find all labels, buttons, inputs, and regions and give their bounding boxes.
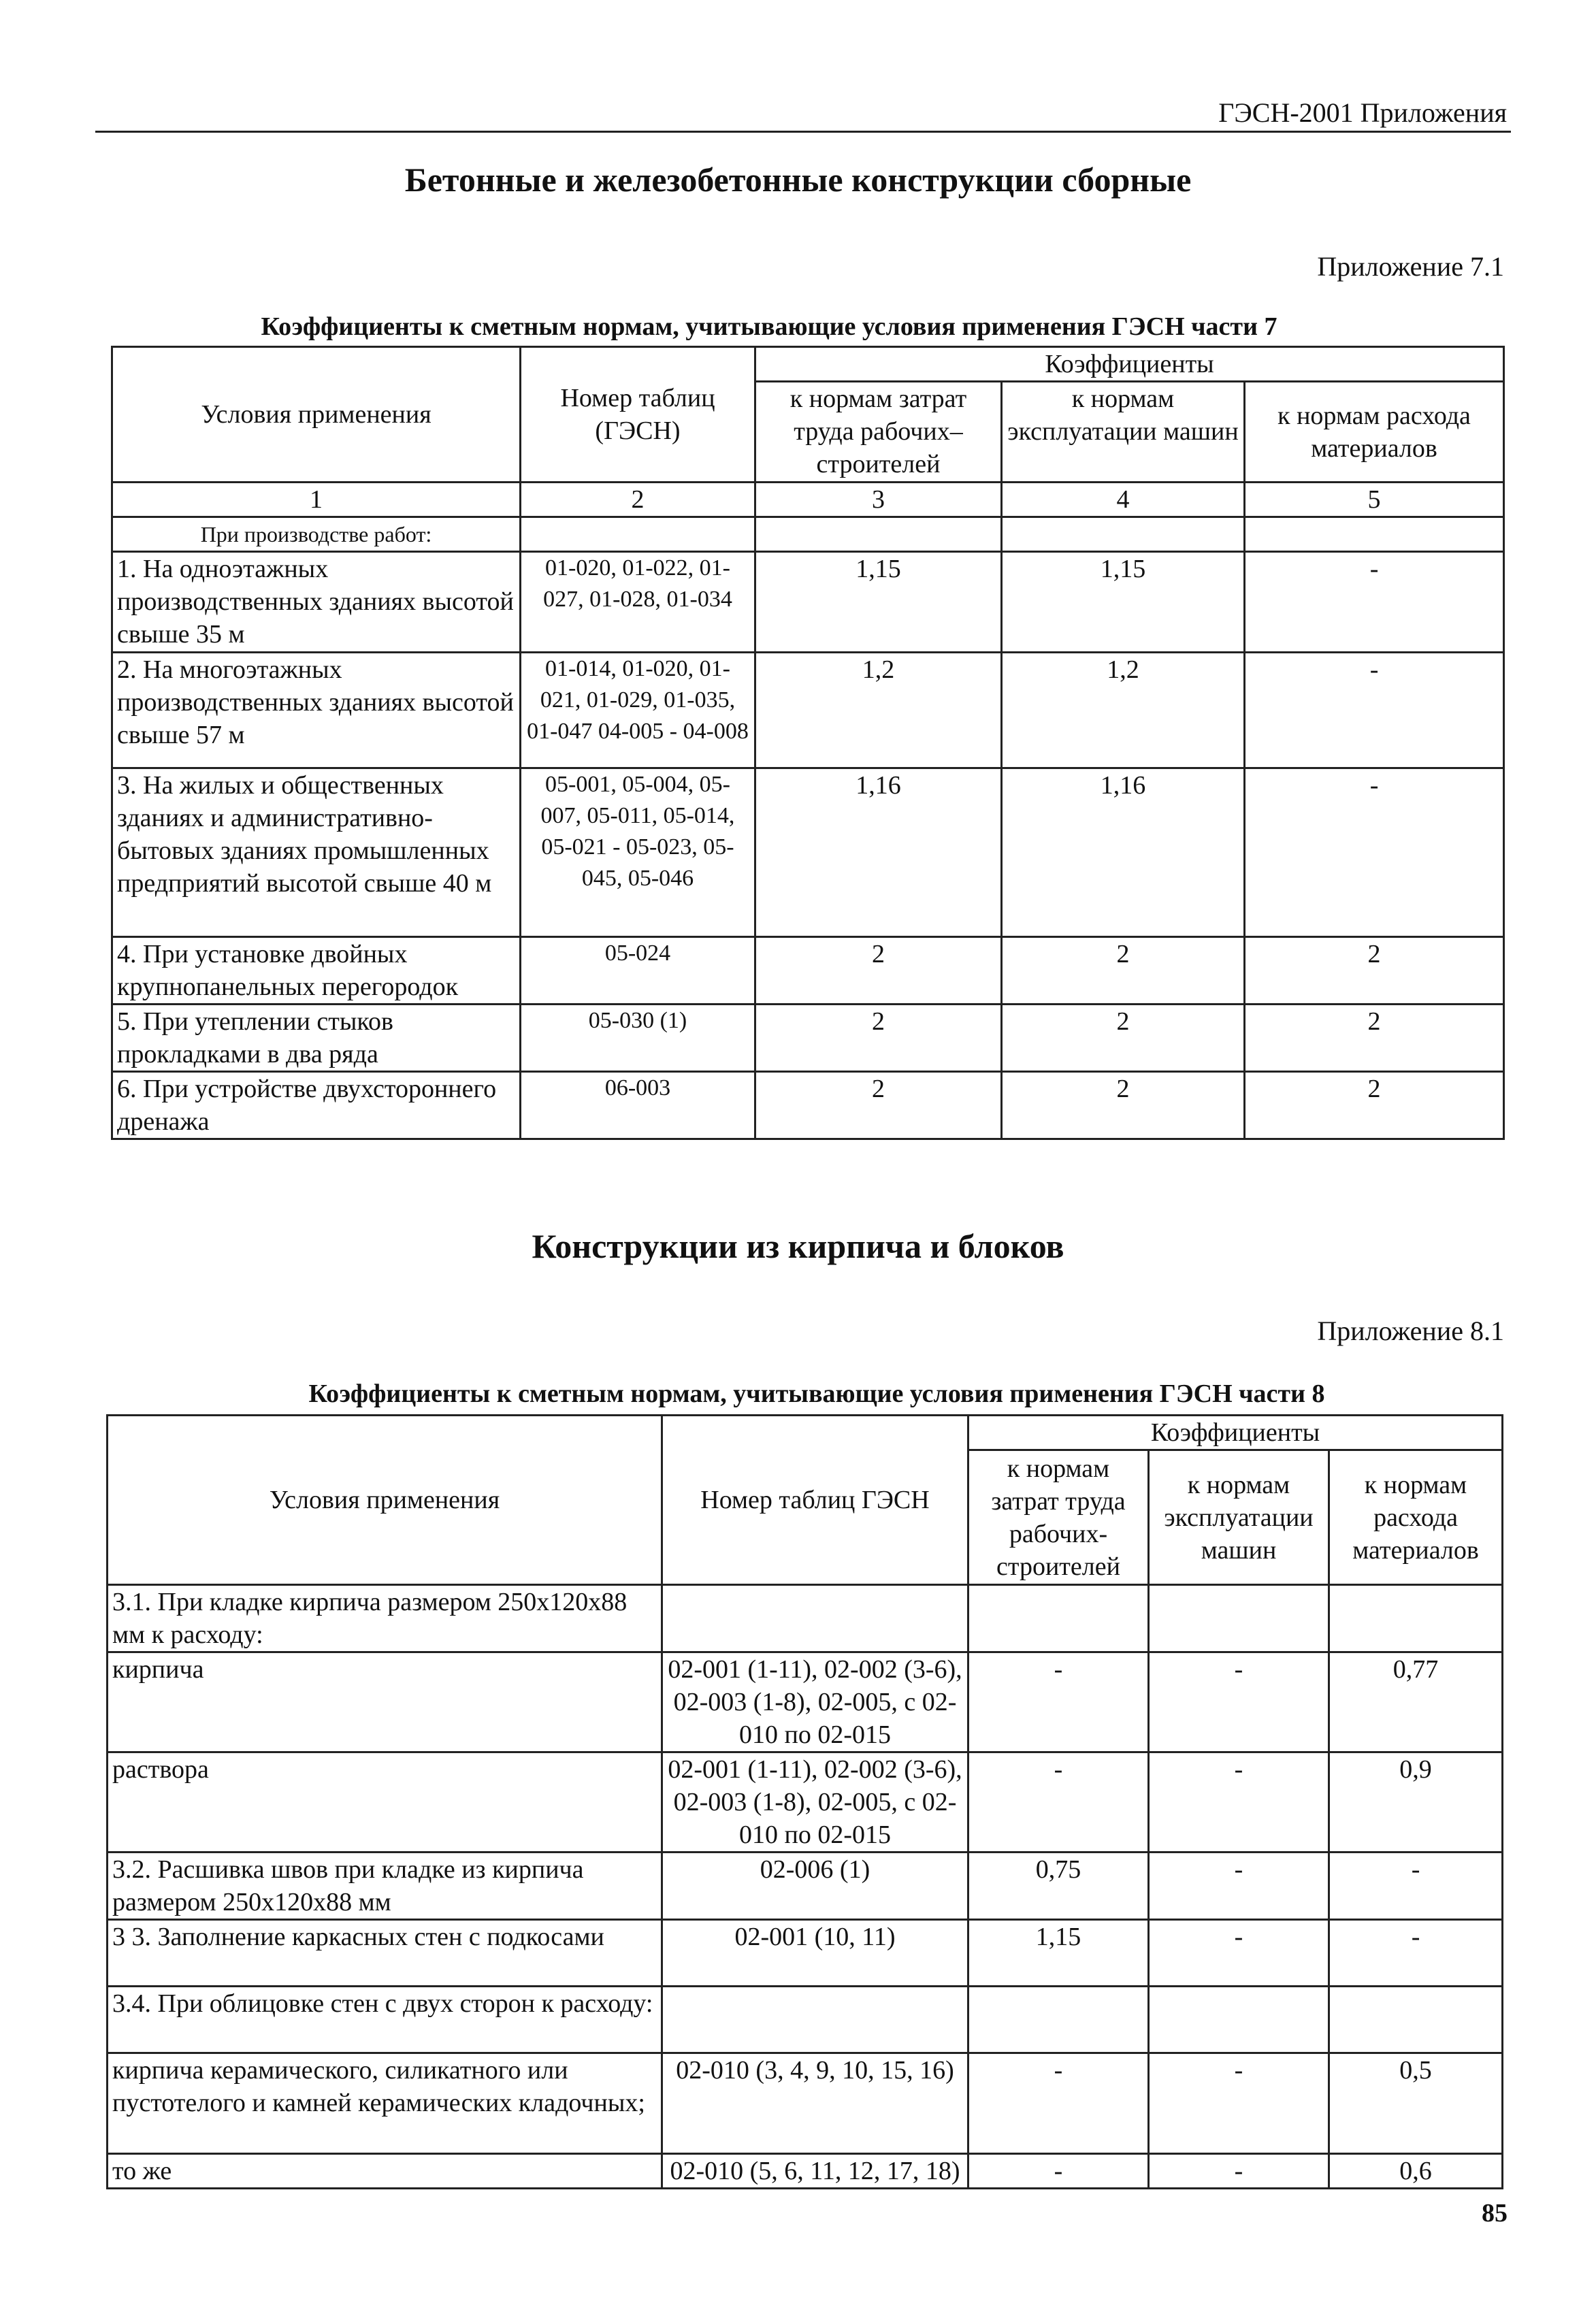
header-conditions: Условия применения (108, 1416, 662, 1585)
labor-cell: 2 (755, 1005, 1002, 1072)
table-row (112, 1005, 1504, 1072)
materials-cell: - (1245, 552, 1504, 653)
materials-cell: 2 (1245, 1072, 1504, 1139)
machines-cell: - (1149, 1853, 1329, 1920)
header-materials: к нормам расхода материалов (1245, 382, 1504, 483)
empty-cell (755, 517, 1002, 552)
table-row (108, 1987, 1503, 2053)
condition-cell: 5. При утеплении стыков прокладками в два ряда (112, 1005, 521, 1072)
labor-cell: 2 (755, 937, 1002, 1005)
table-row (112, 552, 1504, 653)
tables-cell: 02-001 (10, 11) (662, 1920, 968, 1987)
labor-cell: 1,15 (755, 552, 1002, 653)
tables-cell: 02-010 (3, 4, 9, 10, 15, 16) (662, 2053, 968, 2154)
table-row (108, 1853, 1503, 1920)
tables-cell: 02-001 (1-11), 02-002 (3-6), 02-003 (1-8), 02-005, с 02-010 по 02-015 (662, 1652, 968, 1752)
labor-cell: - (968, 1652, 1149, 1752)
header-coefficients: Коэффициенты (755, 347, 1504, 382)
machines-cell (1149, 1987, 1329, 2053)
condition-cell: 3.1. При кладке кирпича размером 250х120х88 мм к расходу: (108, 1585, 662, 1652)
condition-cell: 6. При устройстве двухстороннего дренажа (112, 1072, 521, 1139)
machines-cell: 2 (1002, 1072, 1245, 1139)
materials-cell: - (1245, 768, 1504, 937)
col-number: 4 (1002, 483, 1245, 517)
materials-cell: - (1329, 1920, 1503, 1987)
machines-cell: 2 (1002, 937, 1245, 1005)
machines-cell: - (1149, 1752, 1329, 1853)
labor-cell: 1,16 (755, 768, 1002, 937)
tables-cell: 06-003 (521, 1072, 755, 1139)
table-row (112, 937, 1504, 1005)
header-conditions: Условия применения (112, 347, 521, 483)
materials-cell: 0,6 (1329, 2154, 1503, 2189)
materials-cell (1329, 1987, 1503, 2053)
empty-cell (521, 517, 755, 552)
labor-cell (968, 1585, 1149, 1652)
table-row (108, 1920, 1503, 1987)
table-row (112, 1072, 1504, 1139)
table-row (112, 653, 1504, 768)
tables-cell: 01-014, 01-020, 01-021, 01-029, 01-035, 01-047 04-005 - 04-008 (521, 653, 755, 768)
col-number: 5 (1245, 483, 1504, 517)
condition-cell: 4. При установке двойных крупнопанельных перегородок (112, 937, 521, 1005)
labor-cell: 0,75 (968, 1853, 1149, 1920)
condition-cell: то же (108, 2154, 662, 2189)
condition-cell: 3.4. При облицовке стен с двух сторон к расходу: (108, 1987, 662, 2053)
materials-cell: 2 (1245, 937, 1504, 1005)
condition-cell: кирпича (108, 1652, 662, 1752)
empty-cell (1245, 517, 1504, 552)
machines-cell (1149, 1585, 1329, 1652)
condition-cell: кирпича керамического, силикатного или пустотелого и камней керамических кладочных; (108, 2053, 662, 2154)
machines-cell: - (1149, 1920, 1329, 1987)
materials-cell: - (1329, 1853, 1503, 1920)
labor-cell: 2 (755, 1072, 1002, 1139)
condition-cell: 2. На многоэтажных производственных зданиях высотой свыше 57 м (112, 653, 521, 768)
header-tables: Номер таблиц ГЭСН (662, 1416, 968, 1585)
machines-cell: - (1149, 2154, 1329, 2189)
tables-cell: 05-030 (1) (521, 1005, 755, 1072)
appendix-label-8: Приложение 8.1 (1317, 1316, 1504, 1346)
materials-cell: - (1245, 653, 1504, 768)
labor-cell (968, 1987, 1149, 2053)
tables-cell: 01-020, 01-022, 01-027, 01-028, 01-034 (521, 552, 755, 653)
header-tables: Номер таблиц (ГЭСН) (521, 347, 755, 483)
header-materials: к нормам расхода материалов (1329, 1450, 1503, 1585)
col-number: 1 (112, 483, 521, 517)
table-row (108, 2053, 1503, 2154)
coefficients-table-7 (111, 346, 1505, 1140)
running-header-text: ГЭСН-2001 Приложения (1218, 97, 1507, 128)
header-machines: к нормам эксплуатации машин (1149, 1450, 1329, 1585)
running-header (95, 95, 1511, 133)
materials-cell: 2 (1245, 1005, 1504, 1072)
condition-cell: 3 3. Заполнение каркасных стен с подкосами (108, 1920, 662, 1987)
labor-cell: - (968, 2154, 1149, 2189)
tables-cell: 05-001, 05-004, 05-007, 05-011, 05-014, 05-021 - 05-023, 05-045, 05-046 (521, 768, 755, 937)
table-caption-8: Коэффициенты к сметным нормам, учитывающие условия применения ГЭСН части 8 (308, 1380, 1325, 1408)
materials-cell: 0,5 (1329, 2053, 1503, 2154)
labor-cell: - (968, 1752, 1149, 1853)
header-labor: к нормам затрат труда рабочих–строителей (755, 382, 1002, 483)
tables-cell: 02-001 (1-11), 02-002 (3-6), 02-003 (1-8), 02-005, с 02-010 по 02-015 (662, 1752, 968, 1853)
table-row (108, 1652, 1503, 1752)
labor-cell: 1,2 (755, 653, 1002, 768)
table-row (108, 1752, 1503, 1853)
materials-cell (1329, 1585, 1503, 1652)
tables-cell: 02-006 (1) (662, 1853, 968, 1920)
tables-cell (662, 1987, 968, 2053)
header-labor: к нормам затрат труда рабочих-строителей (968, 1450, 1149, 1585)
machines-cell: 2 (1002, 1005, 1245, 1072)
appendix-label-7: Приложение 7.1 (1317, 251, 1504, 282)
table-row (108, 1585, 1503, 1652)
labor-cell: 1,15 (968, 1920, 1149, 1987)
coefficients-table-8 (106, 1414, 1503, 2189)
header-machines: к нормам эксплуатации машин (1002, 382, 1245, 483)
condition-cell: раствора (108, 1752, 662, 1853)
section-title-8: Конструкции из кирпича и блоков (532, 1227, 1064, 1265)
machines-cell: 1,16 (1002, 768, 1245, 937)
table-row (112, 768, 1504, 937)
machines-cell: - (1149, 1652, 1329, 1752)
table-caption-7: Коэффициенты к сметным нормам, учитывающие условия применения ГЭСН части 7 (261, 312, 1277, 341)
table-row (108, 2154, 1503, 2189)
condition-cell: 1. На одноэтажных производственных зданиях высотой свыше 35 м (112, 552, 521, 653)
empty-cell (1002, 517, 1245, 552)
materials-cell: 0,9 (1329, 1752, 1503, 1853)
machines-cell: - (1149, 2053, 1329, 2154)
labor-cell: - (968, 2053, 1149, 2154)
section-title-7: Бетонные и железобетонные конструкции сборные (404, 161, 1192, 199)
tables-cell: 05-024 (521, 937, 755, 1005)
machines-cell: 1,15 (1002, 552, 1245, 653)
col-number: 2 (521, 483, 755, 517)
machines-cell: 1,2 (1002, 653, 1245, 768)
page-number: 85 (1482, 2199, 1508, 2227)
subheader-cell: При производстве работ: (112, 517, 521, 552)
col-number: 3 (755, 483, 1002, 517)
header-coefficients: Коэффициенты (968, 1416, 1503, 1450)
tables-cell (662, 1585, 968, 1652)
tables-cell: 02-010 (5, 6, 11, 12, 17, 18) (662, 2154, 968, 2189)
condition-cell: 3.2. Расшивка швов при кладке из кирпича размером 250х120х88 мм (108, 1853, 662, 1920)
materials-cell: 0,77 (1329, 1652, 1503, 1752)
condition-cell: 3. На жилых и общественных зданиях и административно-бытовых зданиях промышленных предприятий высотой свыше 40 м (112, 768, 521, 937)
